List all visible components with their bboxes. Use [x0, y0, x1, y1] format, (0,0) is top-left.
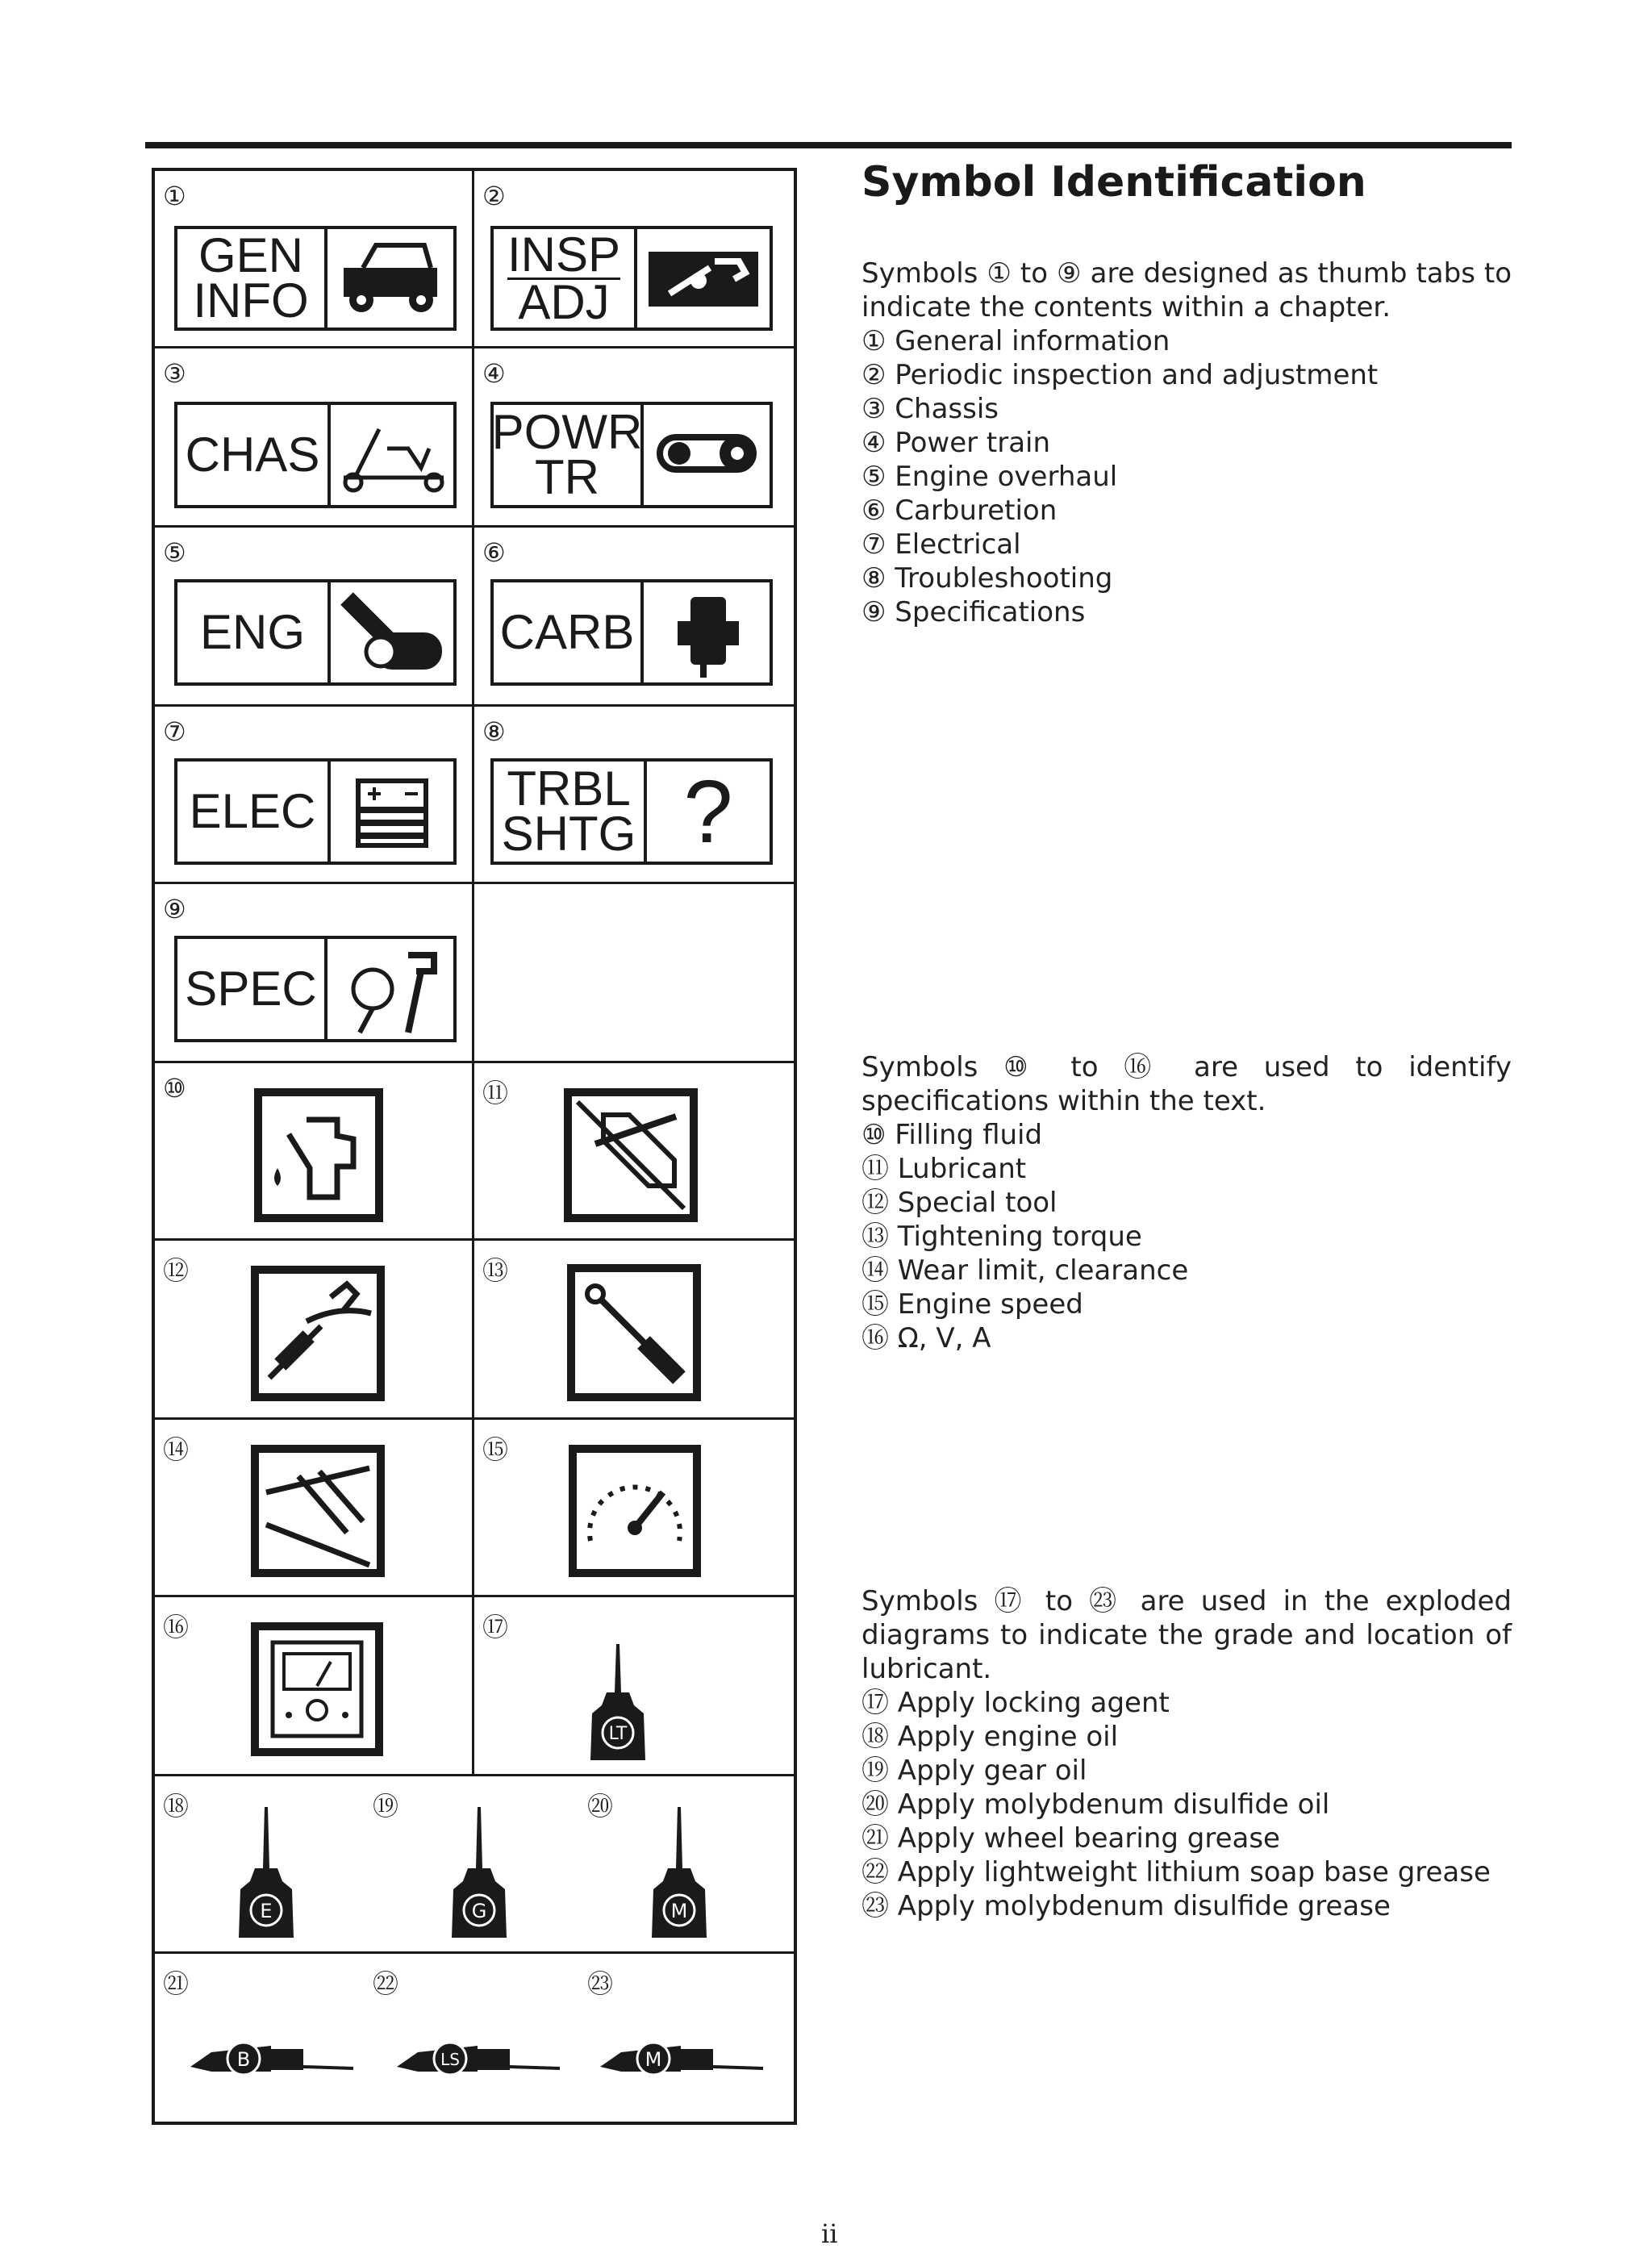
- tab-cell-6: [474, 528, 794, 707]
- chas-tab: [174, 402, 457, 508]
- tab-label: ELEC: [177, 762, 331, 862]
- symbol-grid: [152, 168, 797, 2125]
- tab-cell-1: [155, 171, 474, 348]
- symbol-cell-13: [474, 1241, 794, 1420]
- list-item: ⑥ Carburetion: [861, 495, 1058, 527]
- trbl-shtg-tab: [490, 758, 773, 865]
- eng-tab: [174, 579, 457, 686]
- list-item: ② Periodic inspection and adjustment: [861, 359, 1379, 391]
- symbol-cell-10: [155, 1063, 474, 1241]
- symbol-number: ⑮: [482, 1434, 509, 1465]
- list-item: ⑦ Electrical: [861, 528, 1021, 561]
- tab-label: CARB: [494, 582, 644, 682]
- carburetor-icon: [644, 582, 770, 682]
- list-item: ⑫ Special tool: [861, 1187, 1058, 1219]
- symbol-number: ⑥: [482, 537, 506, 568]
- symbol-number: ⑬: [482, 1255, 509, 1286]
- tab-cell-3: [155, 348, 474, 528]
- tab-cell-9: [155, 884, 474, 1063]
- oiler-row: [155, 1776, 794, 1954]
- grease-gun-icon: [563, 1087, 699, 1223]
- symbol-number: ⑯: [163, 1612, 190, 1642]
- list-item: ⑭ Wear limit, clearance: [861, 1254, 1189, 1287]
- list-item: ⑰ Apply locking agent: [861, 1687, 1170, 1719]
- section-intro: Symbols ① to ⑨ are designed as thumb tabs to indicate the contents within a chapter.: [861, 257, 1512, 323]
- section-lubricants: [861, 1584, 1512, 1923]
- oil-can-icon: [253, 1087, 384, 1223]
- gen-info-tab: [174, 226, 457, 331]
- symbol-cell-17: [474, 1597, 794, 1776]
- tab-label-line1: TRBL: [507, 762, 631, 816]
- tab-cell-5: [155, 528, 474, 707]
- grease-gun-b-icon: [187, 2022, 357, 2078]
- tab-cell-2: [474, 171, 794, 348]
- symbol-number: ⑫: [163, 1255, 190, 1286]
- wrench-hand-icon: [637, 229, 770, 328]
- tab-label: SPEC: [177, 939, 327, 1039]
- spec-tab: [174, 936, 457, 1042]
- special-tool-icon: [250, 1265, 386, 1402]
- list-item: ⑯ Ω, V, A: [861, 1322, 991, 1354]
- oiler-lt-icon: [587, 1644, 649, 1763]
- elec-tab: [174, 758, 457, 865]
- symbol-cell-16: [155, 1597, 474, 1776]
- oiler-letter: M: [670, 1900, 688, 1922]
- tab-label-line1: POWR: [491, 405, 643, 459]
- powr-tr-tab: [490, 402, 773, 508]
- list-item: ⑱ Apply engine oil: [861, 1721, 1119, 1753]
- list-item: ⑳ Apply molybdenum disulfide oil: [861, 1788, 1330, 1821]
- section-intro: Symbols ⑰ to ㉓ are used in the exploded diagrams to indicate the grade and location of lubricant.: [861, 1585, 1512, 1685]
- list-item: ⑤ Engine overhaul: [861, 461, 1118, 493]
- section-thumb-tabs: [861, 257, 1512, 629]
- page-title: Symbol Identification: [861, 158, 1366, 207]
- symbol-cell-12: [155, 1241, 474, 1420]
- list-item: ⑨ Specifications: [861, 596, 1086, 628]
- grease-gun-ls-icon: [394, 2022, 563, 2078]
- symbol-number: ⑭: [163, 1434, 190, 1465]
- grease-gun-letter: LS: [440, 2050, 460, 2069]
- grease-gun-letter: B: [236, 2048, 251, 2071]
- list-item: ㉒ Apply lightweight lithium soap base grease: [861, 1856, 1491, 1888]
- oiler-m-icon: [649, 1807, 710, 1941]
- page-number: ii: [821, 2218, 838, 2249]
- list-item: ③ Chassis: [861, 393, 999, 425]
- gauge-caliper-icon: [327, 939, 453, 1039]
- tab-label-line2: TR: [535, 450, 599, 504]
- list-item: ⑩ Filling fluid: [861, 1119, 1043, 1151]
- engine-icon: [331, 582, 453, 682]
- battery-icon: [331, 762, 453, 862]
- tab-label-line1: INSP: [507, 227, 621, 282]
- symbol-cell-14: [155, 1420, 474, 1597]
- tab-cell-4: [474, 348, 794, 528]
- grease-gun-m-icon: [597, 2022, 766, 2078]
- symbol-number: ㉓: [587, 1968, 614, 1999]
- tab-label: CHAS: [177, 405, 331, 505]
- tab-label-line1: GEN: [198, 228, 304, 282]
- symbol-number: ⑦: [163, 716, 186, 747]
- top-rule: [145, 142, 1512, 148]
- symbol-number: ⑨: [163, 894, 186, 924]
- list-item: ⑬ Tightening torque: [861, 1221, 1142, 1253]
- question-mark-icon: ?: [683, 762, 733, 862]
- tab-cell-7: [155, 707, 474, 884]
- symbol-number: ㉑: [163, 1968, 190, 1999]
- grease-gun-letter: M: [645, 2048, 662, 2071]
- chassis-icon: [331, 405, 453, 505]
- tab-label: ENG: [177, 582, 331, 682]
- symbol-number: ⑳: [587, 1791, 614, 1822]
- list-item: ⑮ Engine speed: [861, 1288, 1083, 1321]
- symbol-number: ⑱: [163, 1791, 190, 1822]
- tachometer-icon: [568, 1444, 702, 1578]
- tab-label-line2: ADJ: [518, 274, 610, 329]
- golf-car-icon: [327, 229, 453, 328]
- symbol-number: ⑰: [482, 1612, 509, 1642]
- symbol-number: ④: [482, 358, 506, 389]
- empty-cell: [474, 884, 794, 1063]
- oiler-e-icon: [236, 1807, 297, 1941]
- insp-adj-tab: [490, 226, 773, 331]
- tab-cell-8: [474, 707, 794, 884]
- list-item: ④ Power train: [861, 427, 1051, 459]
- symbol-number: ⑧: [482, 716, 506, 747]
- oiler-g-icon: [448, 1807, 510, 1941]
- list-item: ⑲ Apply gear oil: [861, 1755, 1087, 1787]
- list-item: ⑪ Lubricant: [861, 1153, 1027, 1185]
- symbol-number: ⑪: [482, 1078, 509, 1108]
- torque-wrench-icon: [566, 1263, 702, 1402]
- grease-gun-row: [155, 1954, 794, 2122]
- symbol-cell-15: [474, 1420, 794, 1597]
- list-item: ① General information: [861, 325, 1170, 357]
- symbol-number: ㉒: [373, 1968, 399, 1999]
- list-item: ㉓ Apply molybdenum disulfide grease: [861, 1890, 1391, 1922]
- tab-label-line2: SHTG: [501, 807, 636, 861]
- symbol-number: ③: [163, 358, 186, 389]
- oiler-letter: G: [471, 1900, 487, 1922]
- symbol-number: ②: [482, 181, 506, 211]
- section-specifications: [861, 1050, 1512, 1355]
- tab-label-line2: INFO: [193, 273, 309, 328]
- oiler-letter: LT: [608, 1724, 628, 1744]
- carb-tab: [490, 579, 773, 686]
- caliper-icon: [250, 1444, 386, 1578]
- symbol-number: ⑲: [373, 1791, 399, 1822]
- belt-drive-icon: [644, 405, 770, 505]
- oiler-letter: E: [260, 1900, 273, 1922]
- section-intro: Symbols ⑩ to ⑯ are used to identify specifications within the text.: [861, 1051, 1512, 1117]
- symbol-number: ⑤: [163, 537, 186, 568]
- symbol-cell-11: [474, 1063, 794, 1241]
- list-item: ㉑ Apply wheel bearing grease: [861, 1822, 1280, 1855]
- list-item: ⑧ Troubleshooting: [861, 562, 1113, 595]
- symbol-number: ①: [163, 181, 186, 211]
- symbol-number: ⑩: [163, 1073, 186, 1104]
- multimeter-icon: [250, 1621, 384, 1757]
